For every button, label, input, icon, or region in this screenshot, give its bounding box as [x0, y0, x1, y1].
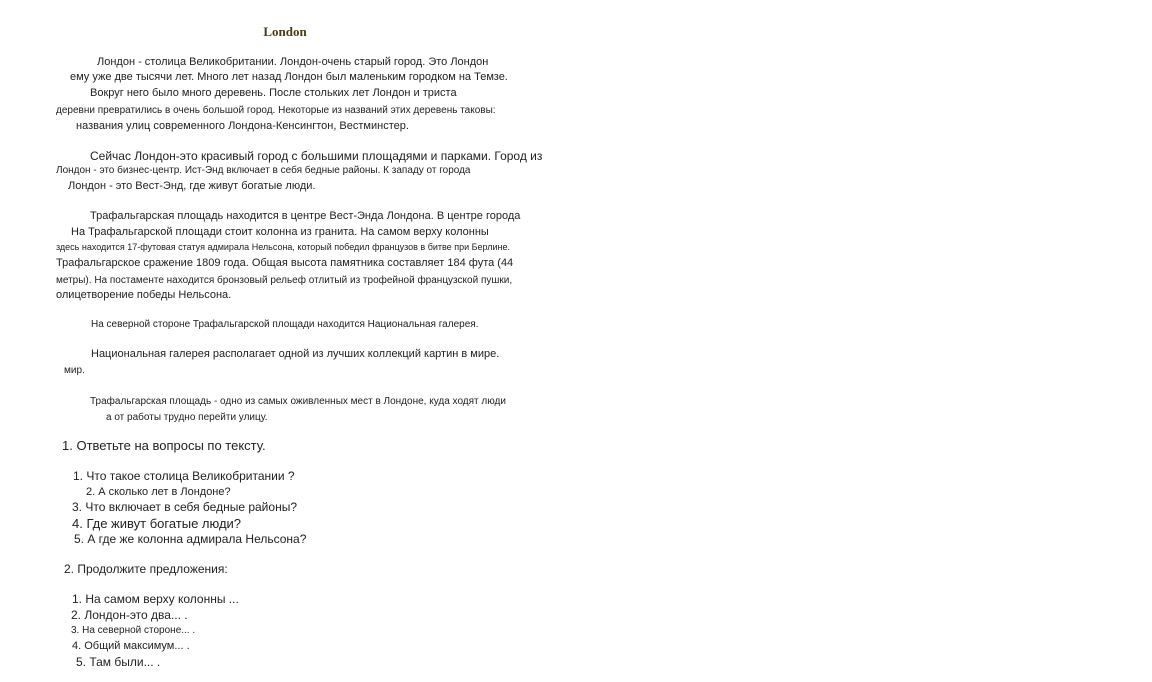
paragraph-3-line-1: Трафальгарская площадь находится в центре Вест-Энда Лондона. В центре города: [90, 210, 521, 222]
task-2-heading: 2. Продолжите предложения:: [64, 562, 228, 576]
task-2-item-5: 5. Там были... .: [76, 655, 161, 669]
document-title: London: [263, 24, 307, 39]
task-1-item-4: 4. Где живут богатые люди?: [72, 516, 242, 531]
paragraph-6-line-1: Трафальгарская площадь - одно из самых оживленных мест в Лондоне, куда ходят люди: [90, 396, 506, 407]
task-1-item-2: 2. А сколько лет в Лондоне?: [86, 486, 231, 498]
task-2-item-3: 3. На северной стороне... .: [71, 625, 196, 636]
task-1-heading: 1. Ответьте на вопросы по тексту.: [62, 438, 266, 453]
paragraph-5-line-1: Национальная галерея располагает одной из лучших коллекций картин в мире.: [91, 348, 500, 360]
paragraph-1-line-3: Вокруг него было много деревень. После стольких лет Лондон и триста: [90, 87, 457, 99]
paragraph-2-line-2: Лондон - это бизнес-центр. Ист-Энд включает в себя бедные районы. К западу от города: [56, 165, 471, 176]
paragraph-6-line-2: а от работы трудно перейти улицу.: [106, 412, 268, 423]
task-1-item-3: 3. Что включает в себя бедные районы?: [72, 500, 297, 514]
task-2-item-1: 1. На самом верху колонны ...: [72, 592, 239, 606]
paragraph-2-line-3: Лондон - это Вест-Энд, где живут богатые люди.: [68, 180, 316, 192]
task-1-item-1: 1. Что такое столица Великобритании ?: [73, 469, 295, 483]
paragraph-3-line-5: метры). На постаменте находится бронзовый рельеф отлитый из трофейной французской пушки,: [56, 275, 513, 286]
paragraph-1-line-5: названия улиц современного Лондона-Кенсингтон, Вестминстер.: [76, 120, 409, 132]
paragraph-3-line-4: Трафальгарское сражение 1809 года. Общая высота памятника составляет 184 фута (44: [56, 257, 514, 269]
paragraph-3-line-2: На Трафальгарской площади стоит колонна из гранита. На самом верху колонны: [71, 226, 489, 238]
paragraph-1-line-1: Лондон - столица Великобритании. Лондон-очень старый город. Это Лондон: [97, 56, 489, 68]
paragraph-3-line-3: здесь находится 17-футовая статуя адмирала Нельсона, который победил французов в битве при Берлине.: [56, 242, 510, 252]
paragraph-1-line-4: деревни превратились в очень большой город. Некоторые из названий этих деревень таковы:: [56, 105, 496, 116]
paragraph-2-line-1: Сейчас Лондон-это красивый город с большими площадями и парками. Город из: [90, 149, 543, 163]
paragraph-1-line-2: ему уже две тысячи лет. Много лет назад Лондон был маленьким городком на Темзе.: [70, 71, 508, 83]
paragraph-3-line-6: олицетворение победы Нельсона.: [56, 289, 232, 301]
paragraph-4-line-1: На северной стороне Трафальгарской площади находится Национальная галерея.: [91, 319, 479, 330]
paragraph-5-line-2: мир.: [64, 365, 85, 376]
task-2-item-4: 4. Общий максимум... .: [72, 640, 190, 652]
task-2-item-2: 2. Лондон-это два... .: [71, 608, 188, 622]
task-1-item-5: 5. А где же колонна адмирала Нельсона?: [74, 532, 307, 546]
